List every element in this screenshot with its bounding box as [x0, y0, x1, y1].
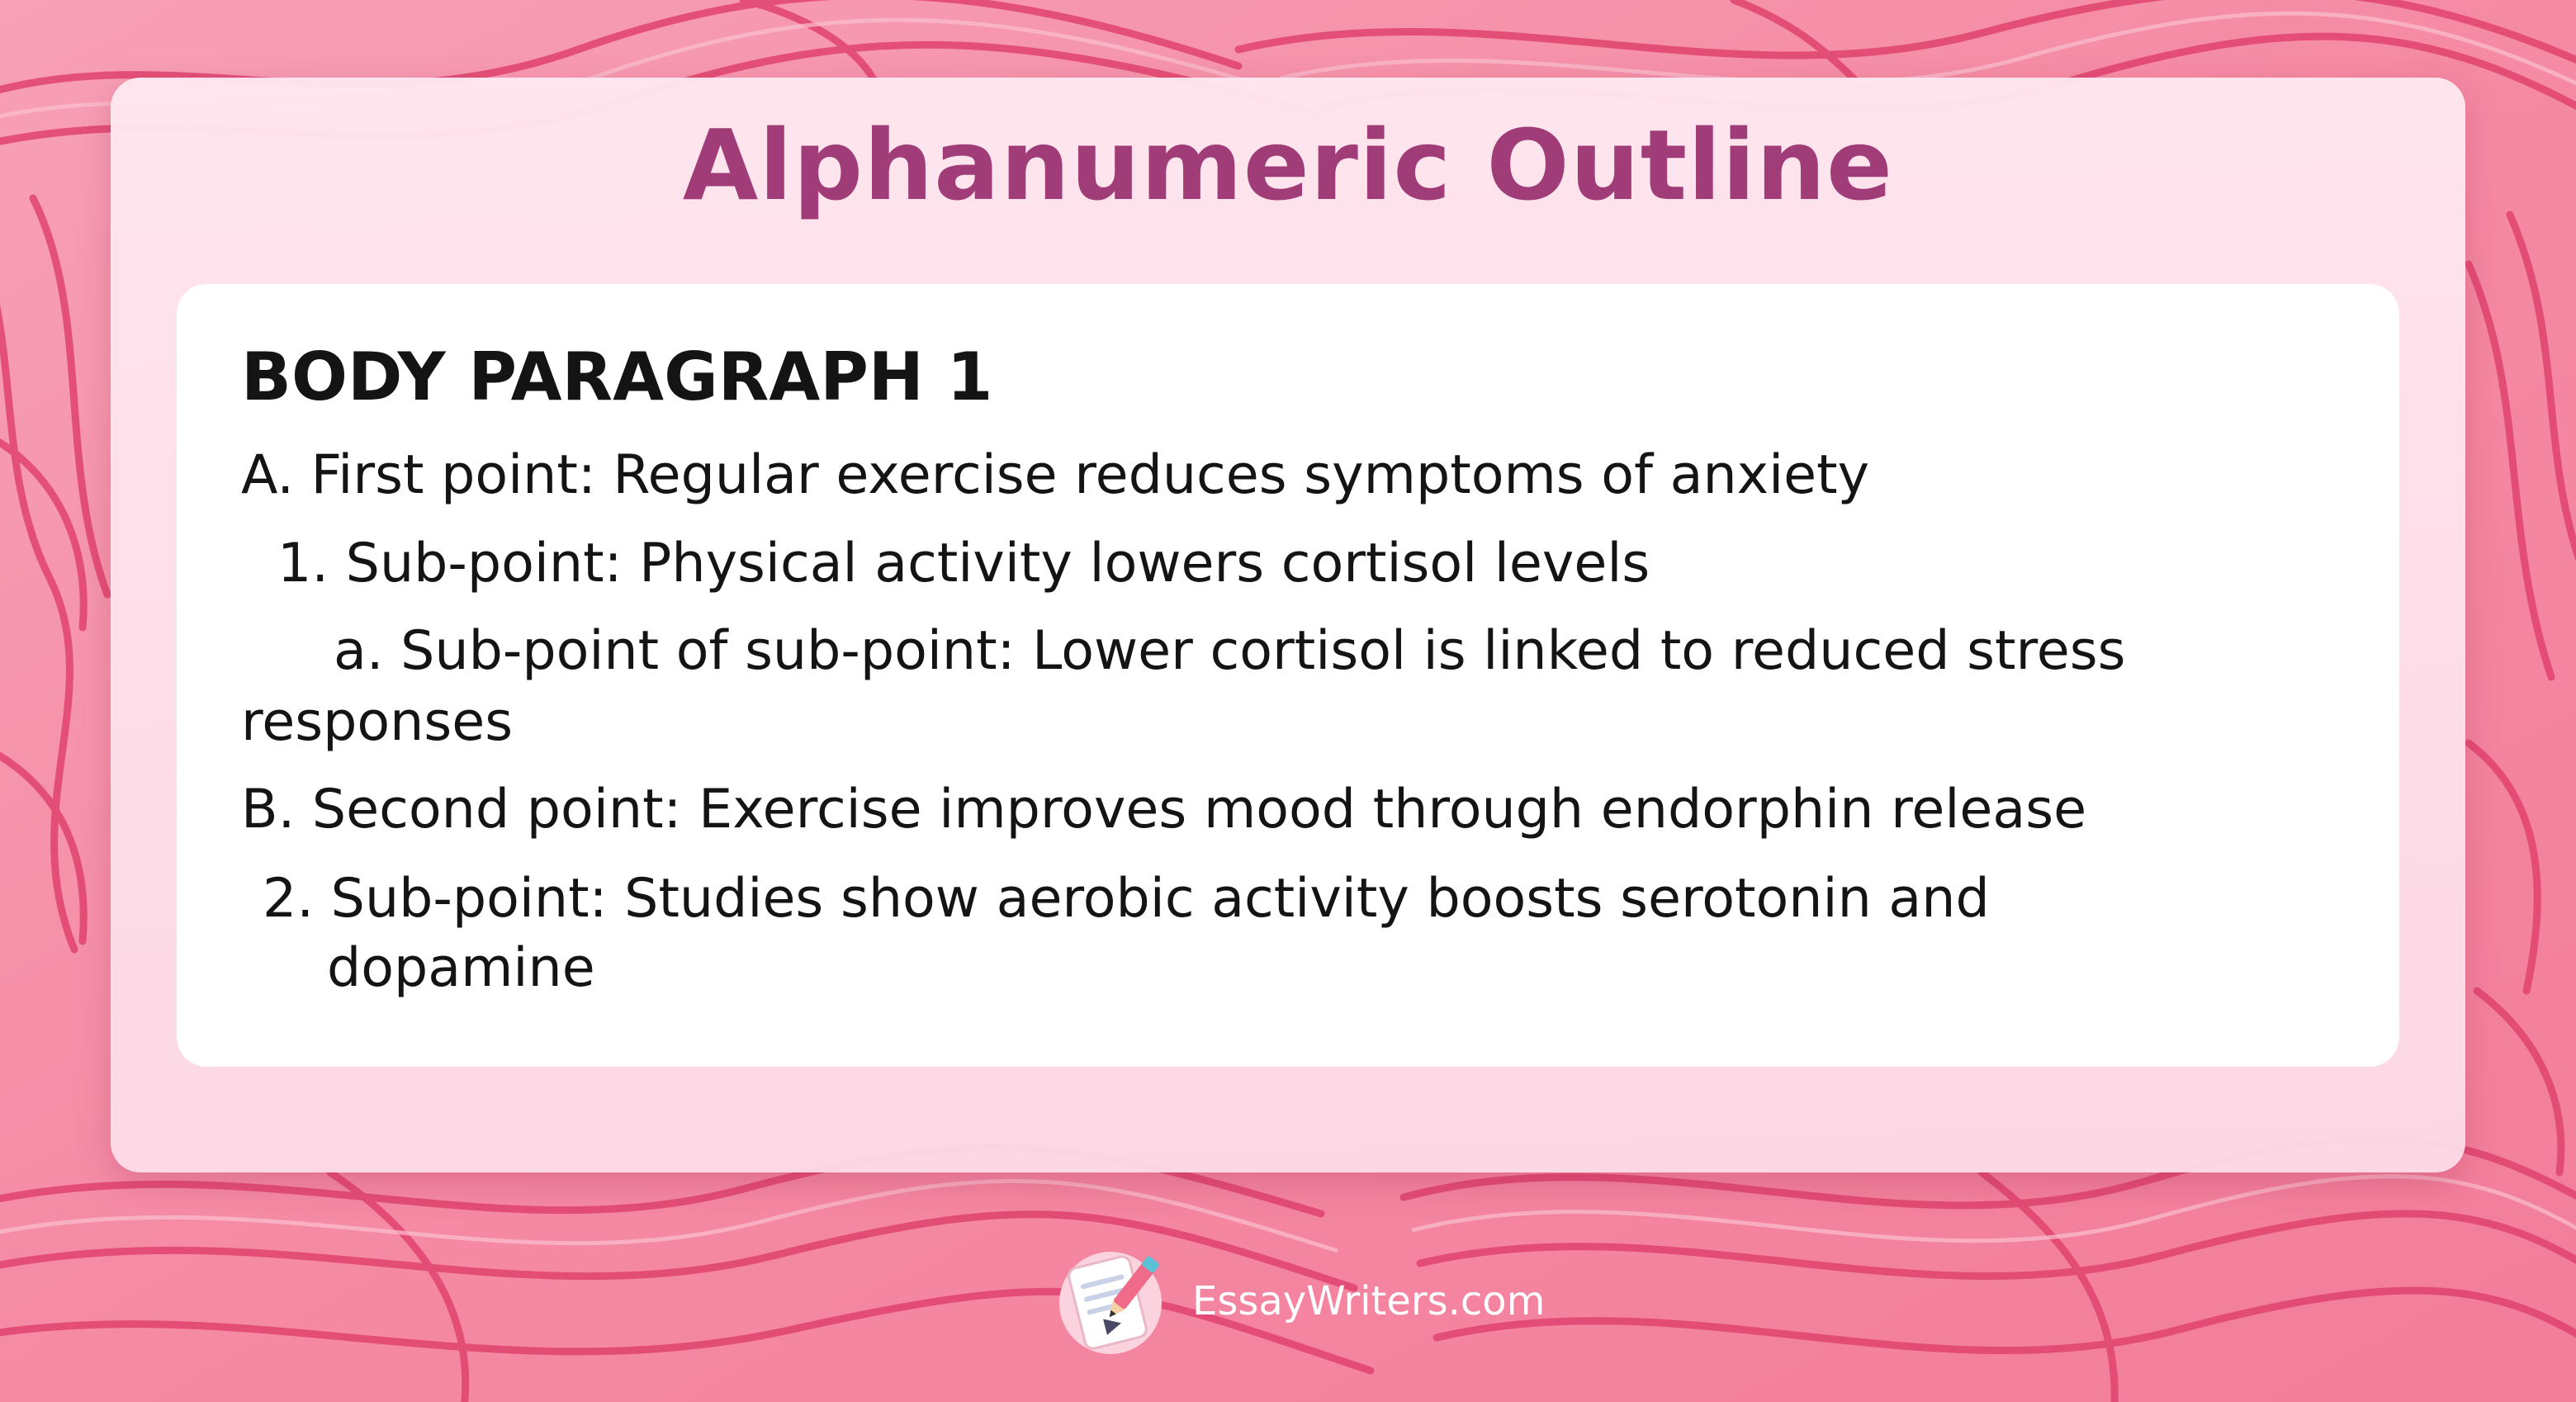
outline-line-a-sub-cont: responses: [241, 691, 514, 753]
outline-line-1: 1. Sub-point: Physical activity lowers cortisol levels: [277, 533, 1650, 594]
outline-line-2-cont: dopamine: [327, 937, 595, 999]
outline-line-a: A. First point: Regular exercise reduces symptoms of anxiety: [241, 444, 1870, 506]
outline-line-a-sub: a. Sub-point of sub-point: Lower cortisol is linked to reduced stress: [334, 620, 2126, 682]
footer-brand-text: EssayWriters.com: [1192, 1278, 1546, 1324]
footer-brand: [1049, 1239, 1560, 1362]
outline-line-b: B. Second point: Exercise improves mood through endorphin release: [241, 779, 2087, 841]
outline-line-2: 2. Sub-point: Studies show aerobic activity boosts serotonin and: [263, 868, 1990, 930]
pencil-document-icon: [1049, 1239, 1172, 1362]
page-title: Alphanumeric Outline: [682, 108, 1894, 222]
body-paragraph-heading: BODY PARAGRAPH 1: [241, 339, 993, 415]
